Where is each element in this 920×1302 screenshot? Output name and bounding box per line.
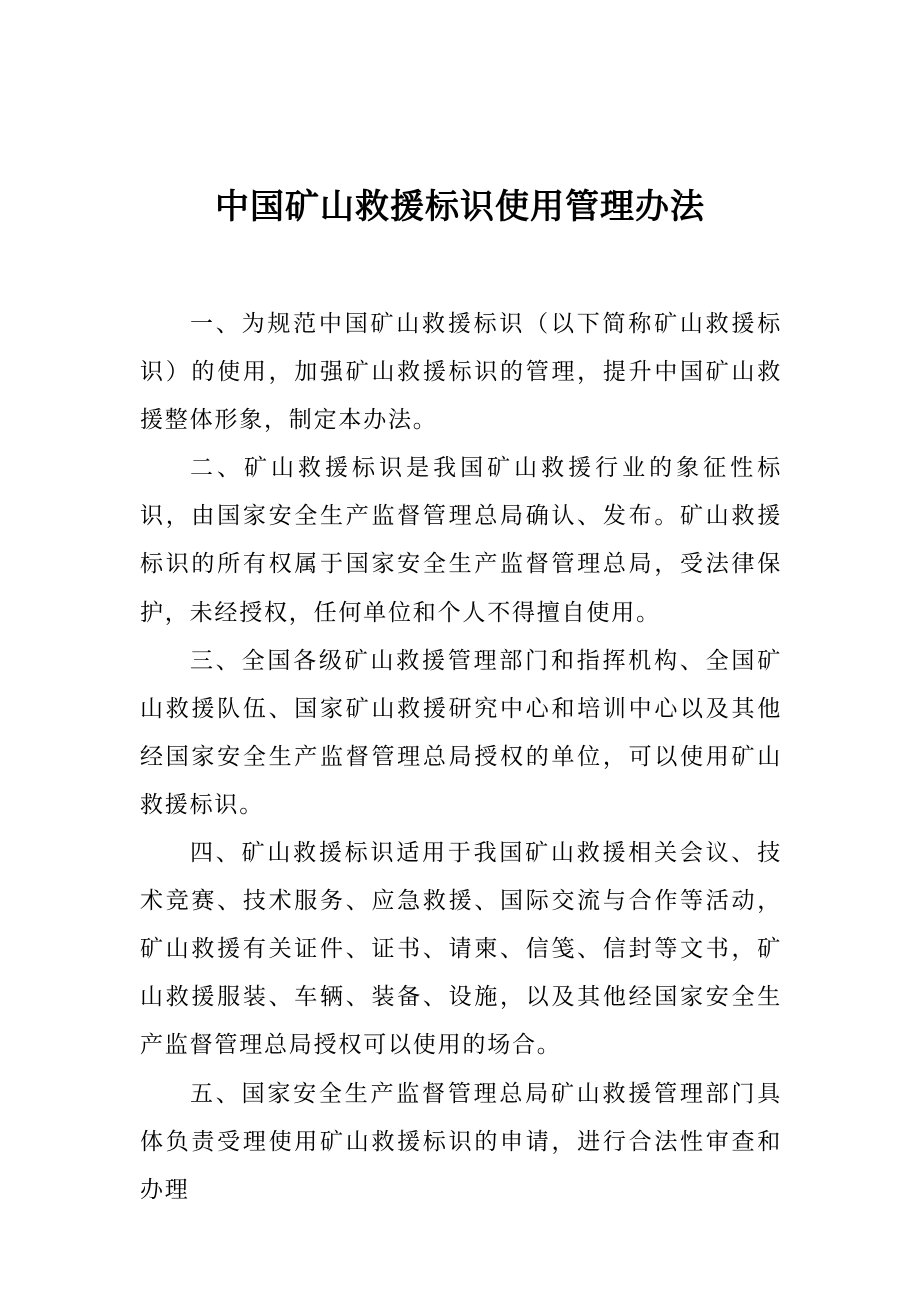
document-title: 中国矿山救援标识使用管理办法	[215, 187, 705, 227]
paragraph-5: 五、国家安全生产监督管理总局矿山救援管理部门具体负责受理使用矿山救援标识的申请，进行合法性审查和办理	[140, 1080, 782, 1203]
paragraph-4: 四、矿山救援标识适用于我国矿山救援相关会议、技术竞赛、技术服务、应急救援、国际交流与合作等活动，矿山救援有关证件、证书、请柬、信笺、信封等文书，矿山救援服装、车辆、装备、设施，以及其他经国家安全生产监督管理总局授权可以使用的场合。	[140, 840, 782, 1059]
paragraph-1: 一、为规范中国矿山救援标识（以下简称矿山救援标识）的使用，加强矿山救援标识的管理，提升中国矿山救援整体形象，制定本办法。	[140, 311, 782, 434]
document-body	[140, 300, 782, 1214]
paragraph-3: 三、全国各级矿山救援管理部门和指挥机构、全国矿山救援队伍、国家矿山救援研究中心和培训中心以及其他经国家安全生产监督管理总局授权的单位，可以使用矿山救援标识。	[140, 647, 782, 818]
paragraph-2: 二、矿山救援标识是我国矿山救援行业的象征性标识，由国家安全生产监督管理总局确认、发布。矿山救援标识的所有权属于国家安全生产监督管理总局，受法律保护，未经授权，任何单位和个人不得擅自使用。	[140, 455, 782, 626]
